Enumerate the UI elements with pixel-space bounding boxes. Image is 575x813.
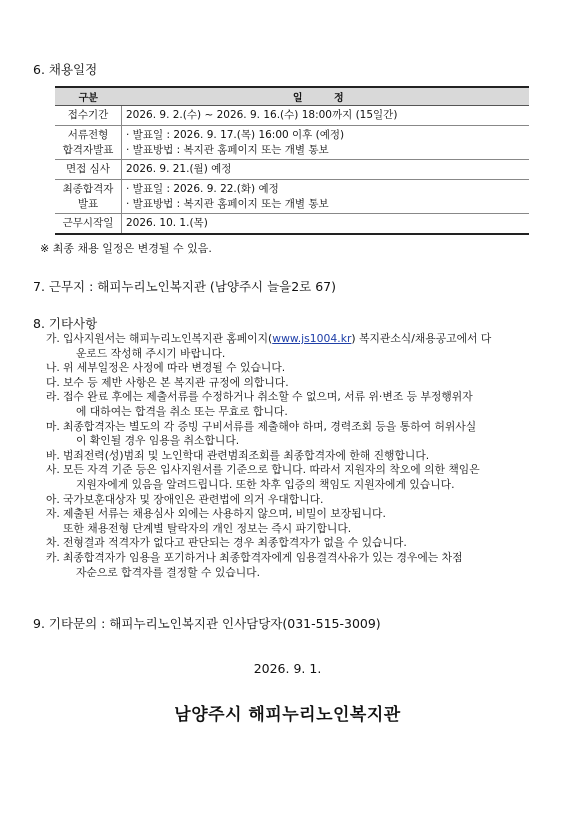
row-label: 접수기간 xyxy=(55,106,122,126)
row-value: 2026. 10. 1.(목) xyxy=(122,214,530,234)
table-row xyxy=(55,160,529,180)
section-7-title: 7. 근무지 : 해피누리노인복지관 (남양주시 늘을2로 67) xyxy=(33,279,337,294)
table-row xyxy=(55,214,529,234)
schedule-table-wrap xyxy=(55,86,529,235)
list-item: 라. 접수 완료 후에는 제출서류를 수정하거나 취소할 수 없으며, 서류 위·변조 등 부정행위자 에 대하여는 합격을 취소 또는 무효로 합니다. xyxy=(46,390,473,418)
table-row xyxy=(55,126,529,160)
row-label: 면접 심사 xyxy=(55,160,122,180)
list-item: 가. 입사지원서는 해피누리노인복지관 홈페이지(www.js1004.kr) 복지관소식/채용공고에서 다 운로드 작성해 주시기 바랍니다. xyxy=(46,332,492,360)
list-item: 차. 전형결과 적격자가 없다고 판단되는 경우 최종합격자가 없을 수 있습니다. xyxy=(46,536,407,550)
schedule-table xyxy=(55,86,529,235)
list-item: 다. 보수 등 제반 사항은 본 복지관 규정에 의합니다. xyxy=(46,375,289,389)
row-label: 근무시작일 xyxy=(55,214,122,234)
section-8-title: 8. 기타사항 xyxy=(33,316,98,331)
homepage-link[interactable]: www.js1004.kr xyxy=(272,332,352,345)
list-item: 자. 제출된 서류는 채용심사 외에는 사용하지 않으며, 비밀이 보장됩니다. 또한 채용전형 단계별 탈락자의 개인 정보는 즉시 파기합니다. xyxy=(46,507,386,535)
list-item: 아. 국가보훈대상자 및 장애인은 관련법에 의거 우대합니다. xyxy=(46,492,324,506)
list-item: 카. 최종합격자가 임용을 포기하거나 최종합격자에게 임용결격사유가 있는 경우에는 차점 자순으로 합격자를 결정할 수 있습니다. xyxy=(46,550,463,579)
section-9-title: 9. 기타문의 : 해피누리노인복지관 인사담당자(031-515-3009) xyxy=(33,616,381,631)
table-row xyxy=(55,106,529,126)
row-value: 2026. 9. 21.(월) 예정 xyxy=(122,160,530,180)
schedule-note: ※ 최종 채용 일정은 변경될 수 있음. xyxy=(40,242,212,255)
list-item: 바. 범죄전력(성)범죄 및 노인학대 관련범죄조회를 최종합격자에 한해 진행합니다. xyxy=(46,448,430,462)
row-value: · 발표일 : 2026. 9. 17.(목) 16:00 이후 (예정) · 발표방법 : 복지관 홈페이지 또는 개별 통보 xyxy=(122,126,530,160)
list-item: 마. 최종합격자는 별도의 각 증빙 구비서류를 제출해야 하며, 경력조회 등을 통하여 허위사실 이 확인될 경우 임용을 취소합니다. xyxy=(46,419,477,448)
header-schedule: 일 정 xyxy=(122,87,530,106)
list-item: 나. 위 세부일정은 사정에 따라 변경될 수 있습니다. xyxy=(46,361,286,375)
row-value: 2026. 9. 2.(수) ~ 2026. 9. 16.(수) 18:00까지 (15일간) xyxy=(122,106,530,126)
row-label: 서류전형 합격자발표 xyxy=(55,126,122,160)
table-row xyxy=(55,180,529,214)
header-category: 구분 xyxy=(55,87,122,106)
organization-name: 남양주시 해피누리노인복지관 xyxy=(174,705,401,725)
document-date: 2026. 9. 1. xyxy=(253,661,322,676)
misc-items-list xyxy=(46,332,516,580)
section-6-title: 6. 채용일정 xyxy=(33,62,98,77)
item-marker: 가. xyxy=(46,332,60,345)
row-value: · 발표일 : 2026. 9. 22.(화) 예정 · 발표방법 : 복지관 홈페이지 또는 개별 통보 xyxy=(122,180,530,214)
row-label: 최종합격자 발표 xyxy=(55,180,122,214)
table-header-row xyxy=(55,87,529,106)
list-item: 사. 모든 자격 기준 등은 입사지원서를 기준으로 합니다. 따라서 지원자의 착오에 의한 책임은 지원자에게 있음을 알려드립니다. 또한 차후 입증의 책임도 지원자에게 있습니다. xyxy=(46,463,480,491)
